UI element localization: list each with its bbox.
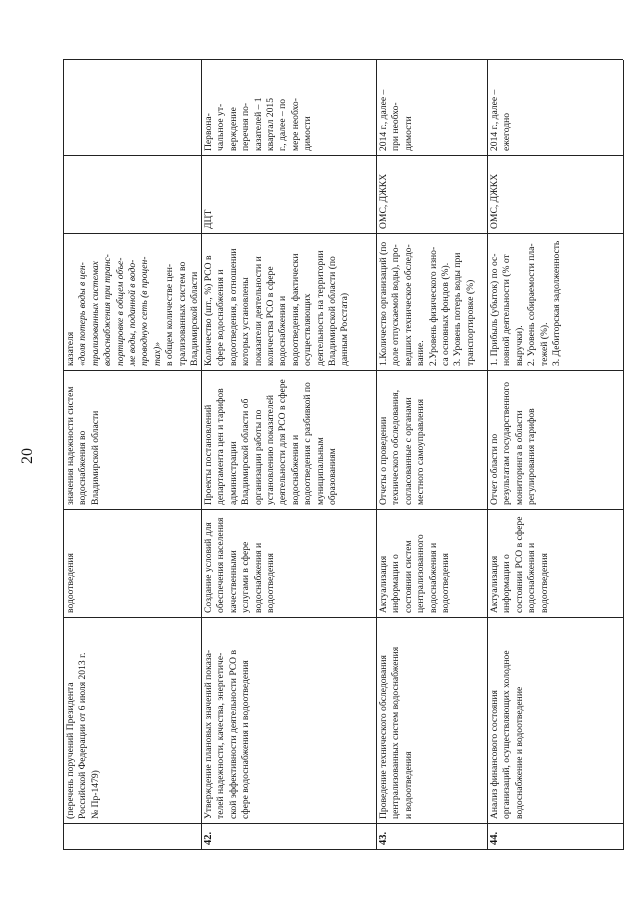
cell-document	[376, 371, 487, 510]
text-line: 3. Уровень потерь воды при	[452, 252, 464, 366]
text-line: Анализ финансового состояния	[489, 690, 500, 819]
text-line: результатам государственного	[501, 381, 513, 505]
text-line: ской эффективности деятельности РСО в	[227, 649, 239, 819]
text-line: Количество (шт., %) РСО в	[203, 255, 214, 366]
text-line: Проекты постановлений	[203, 404, 214, 505]
text-line: деятельность на территории	[314, 250, 326, 366]
text-line: согласованные с органами	[402, 397, 414, 505]
text-line: са основных фондов (%).	[440, 262, 452, 366]
text-line: в общем количестве цен-	[164, 263, 176, 366]
text-line: димости	[402, 116, 414, 151]
text-line: Отчет области по	[489, 433, 500, 505]
text-line: водоотведения с разбивкой по	[302, 382, 314, 505]
text-line: «доля потерь воды в цен-	[77, 262, 89, 366]
text-line: портировке в общем объе-	[114, 257, 126, 366]
text-line: муниципальным	[314, 437, 326, 505]
text-line: казателей – 1	[252, 97, 264, 151]
text-line: водоснабжение и водоотведение	[513, 686, 525, 819]
text-line: водоотведения	[65, 553, 76, 613]
text-line: образованиям	[327, 448, 339, 505]
text-line: сфере водоснабжения и	[215, 269, 227, 366]
text-line: мере необхо-	[289, 98, 301, 151]
text-line: № Пр-1479)	[89, 770, 101, 819]
cell-action	[376, 510, 487, 618]
text-line: (перечень поручений Президента	[65, 682, 76, 819]
text-line: водоотведения	[440, 553, 452, 613]
text-line: централизованных систем водоснабжения	[390, 646, 402, 819]
text-line: местного самоуправления	[415, 398, 427, 505]
text-line: чальное ут-	[215, 103, 227, 151]
text-line: трализованных системах	[89, 261, 101, 366]
cell-deadline	[376, 60, 487, 156]
text-line: обеспечения населения	[215, 517, 227, 613]
cell-document	[201, 371, 376, 510]
text-line: ежегодно	[501, 112, 513, 151]
text-line: верждение	[227, 107, 239, 151]
cell-executor: ОМС, ДЖКХ	[378, 173, 389, 229]
text-line: которых установлены	[240, 277, 252, 366]
rotated-table	[63, 60, 623, 850]
cell-task	[376, 618, 487, 824]
text-line: Владимирской области	[89, 410, 101, 505]
text-line: димости	[302, 116, 314, 151]
text-line: тах)»	[151, 341, 163, 366]
text-line: Владимирской области (по	[327, 256, 339, 366]
text-line: трализованных систем во	[176, 261, 188, 366]
text-line: сфере водоснабжения и водоотведения	[240, 660, 252, 819]
text-line: Актуализация	[378, 555, 389, 613]
text-line: технического обследования,	[390, 389, 402, 505]
text-line: Первона-	[203, 113, 214, 151]
text-line: доле отпускаемой воды), про-	[390, 244, 402, 366]
text-line: водоснабжения во	[77, 430, 89, 505]
text-line: данным Росстата)	[339, 292, 351, 366]
cell-executor: ДЦТ	[203, 209, 214, 229]
text-line: департамента цен и тарифов	[215, 388, 227, 505]
text-line: показатели деятельности и	[252, 256, 264, 366]
text-line: централизованного	[415, 534, 427, 613]
text-line: 3. Дебиторская задолженность	[551, 240, 563, 366]
text-line: квартал 2015	[265, 97, 277, 151]
cell-task	[201, 618, 376, 824]
cell-document	[487, 371, 623, 510]
cell-task	[487, 618, 623, 824]
text-line: Владимирской области	[189, 271, 201, 366]
text-line: водоотведения, в отношении	[227, 248, 239, 366]
text-line: 2014 г., далее –	[378, 89, 389, 151]
row-number: 42.	[203, 831, 214, 845]
text-line: регулирования тарифов	[526, 408, 538, 505]
text-line: количества РСО в сфере	[265, 266, 277, 366]
text-line: водоотведения	[265, 553, 277, 613]
text-line: ведших техническое обследо-	[402, 244, 414, 366]
text-line: организации работы по	[252, 409, 264, 505]
text-line: г., далее – по	[277, 98, 289, 151]
text-line: 1.Количество организаций (по	[378, 241, 389, 366]
text-line: установлению показателей	[265, 395, 277, 505]
text-line: ме воды, поданной в водо-	[127, 259, 139, 366]
text-line: при необхо-	[390, 102, 402, 151]
text-line: мониторинга в области	[513, 410, 525, 505]
text-line: водоснабжения и	[289, 434, 301, 505]
text-line: осуществляющих	[302, 293, 314, 366]
table-border-bottom	[623, 60, 624, 850]
text-line: организаций, осуществляющих холодное	[501, 650, 513, 819]
text-line: информации о	[501, 554, 513, 613]
cell-indicators	[201, 234, 376, 371]
cell-deadline	[487, 60, 623, 156]
text-line: 2014 г., далее –	[489, 89, 500, 151]
text-line: водоотведения	[538, 553, 550, 613]
text-line: новной деятельности (% от	[501, 254, 513, 366]
text-line: водоотведения, фактически	[289, 253, 301, 366]
text-line: состоянии РСО в сфере	[513, 516, 525, 613]
cell-action	[487, 510, 623, 618]
text-line: информации о	[390, 554, 402, 613]
text-line: администрации	[227, 441, 239, 505]
text-line: водоснабжения и	[277, 295, 289, 366]
text-line: вание.	[415, 340, 427, 366]
text-line: Утверждение плановых значений показа-	[203, 649, 214, 819]
text-line: деятельности для РСО в сфере	[277, 379, 289, 505]
text-line: транспортировке (%)	[464, 279, 476, 366]
text-line: казателя	[65, 331, 76, 366]
text-line: Актуализация	[489, 555, 500, 613]
text-line: Российской Федерации от 6 июля 2013 г.	[77, 652, 89, 819]
cell-indicators	[376, 234, 487, 371]
text-line: перечня по-	[240, 102, 252, 151]
page-number: 20	[19, 448, 36, 464]
cell-action	[201, 510, 376, 618]
text-line: Владимирской области об	[240, 398, 252, 505]
text-line: тежей (%).	[538, 322, 550, 366]
text-line: водоснабжения и	[252, 542, 264, 613]
row-number: 44.	[489, 831, 500, 845]
cell-document	[63, 371, 201, 510]
text-line: и водоотведения	[402, 751, 414, 819]
cell-deadline	[201, 60, 376, 156]
text-line: выручки).	[513, 325, 525, 366]
text-line: водоснабжения и	[427, 542, 439, 613]
cell-executor: ОМС, ДЖКХ	[489, 173, 500, 229]
text-line: качественными	[227, 550, 239, 613]
text-line: значения надежности систем	[65, 386, 76, 505]
text-line: 2. Уровень собираемости пла-	[526, 243, 538, 366]
text-line: Создание условий для	[203, 522, 214, 613]
cell-task	[63, 618, 201, 824]
text-line: Проведение технического обследования	[378, 655, 389, 819]
text-line: Отчеты о проведении	[378, 416, 389, 505]
text-line: 2.Уровень физического изно-	[427, 246, 439, 366]
table-grid	[63, 60, 623, 850]
row-number: 43.	[378, 831, 389, 845]
cell-indicators	[487, 234, 623, 371]
text-line: водоснабжения и	[526, 542, 538, 613]
text-line: проводную сеть (в процен-	[139, 256, 151, 366]
text-line: телей надежности, качества, энергетиче-	[215, 652, 227, 819]
cell-indicators	[63, 234, 201, 371]
text-line: услугами в сфере	[240, 541, 252, 613]
text-line: состоянии систем	[402, 540, 414, 613]
cell-action	[63, 510, 201, 618]
text-line: 1. Прибыль (убыток) по ос-	[489, 253, 500, 366]
text-line: водоснабжения при транс-	[102, 254, 114, 366]
